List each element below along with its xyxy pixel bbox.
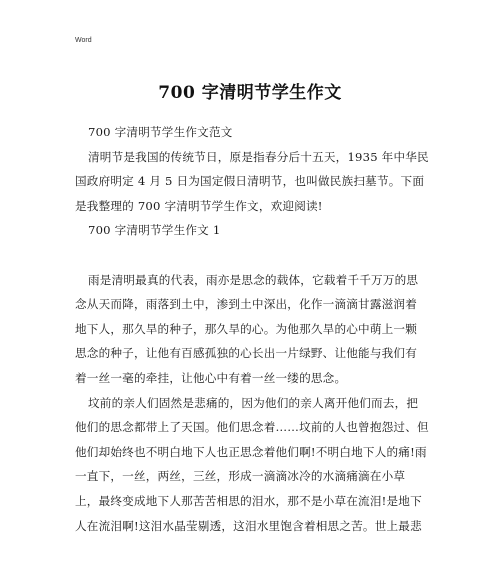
text-line: 他们却始终也不明白地下人也正思念着他们啊!不明白地下人的痛!雨 xyxy=(75,444,427,459)
text-line: 思念的种子，让他有百感孤独的心长出一片绿野、让他能与我们有 xyxy=(75,346,418,361)
text-line: 一直下，一丝，两丝，三丝，形成一滴滴冰冷的水滴痛滴在小草 xyxy=(75,469,406,484)
text-line: 国政府明定 4 月 5 日为国定假日清明节，也叫做民族扫墓节。下面 xyxy=(75,174,425,189)
text-line: 地下人，那久旱的种子，那久旱的心。为他那久旱的心中萌上一颗 xyxy=(75,321,418,336)
blank-line xyxy=(75,243,435,268)
document-title: 700 字清明节学生作文 xyxy=(158,83,342,103)
text-line: 清明节是我国的传统节日，原是指春分后十五天，1935 年中华民 xyxy=(88,149,429,164)
text-line: 上，最终变成地下人那苦苦相思的泪水，那不是小草在流泪!是地下 xyxy=(75,493,422,508)
text-line: 坟前的亲人们固然是悲痛的，因为他们的亲人离开他们而去，把 xyxy=(88,395,419,410)
text-line: 他们的思念都带上了天国。他们思念着……坟前的人也曾抱怨过、但 xyxy=(75,420,429,435)
text-line: 念从天而降，雨落到土中，渗到土中深出，化作一滴滴甘露滋润着 xyxy=(75,297,418,312)
text-line: 是我整理的 700 字清明节学生作文，欢迎阅读! xyxy=(75,198,323,213)
text-line: 700 字清明节学生作文 1 xyxy=(88,223,221,238)
text-line: 雨是清明最真的代表，雨亦是思念的载体，它载着千千万万的思 xyxy=(88,272,419,287)
text-line: 人在流泪啊!这泪水晶莹剔透，这泪水里饱含着相思之苦。世上最悲 xyxy=(75,518,422,533)
header-label: Word xyxy=(75,37,92,44)
document-body xyxy=(75,120,435,538)
text-line: 700 字清明节学生作文范文 xyxy=(88,125,233,139)
text-line: 着一丝一毫的牵挂，让他心中有着一丝一缕的思念。 xyxy=(75,370,347,385)
